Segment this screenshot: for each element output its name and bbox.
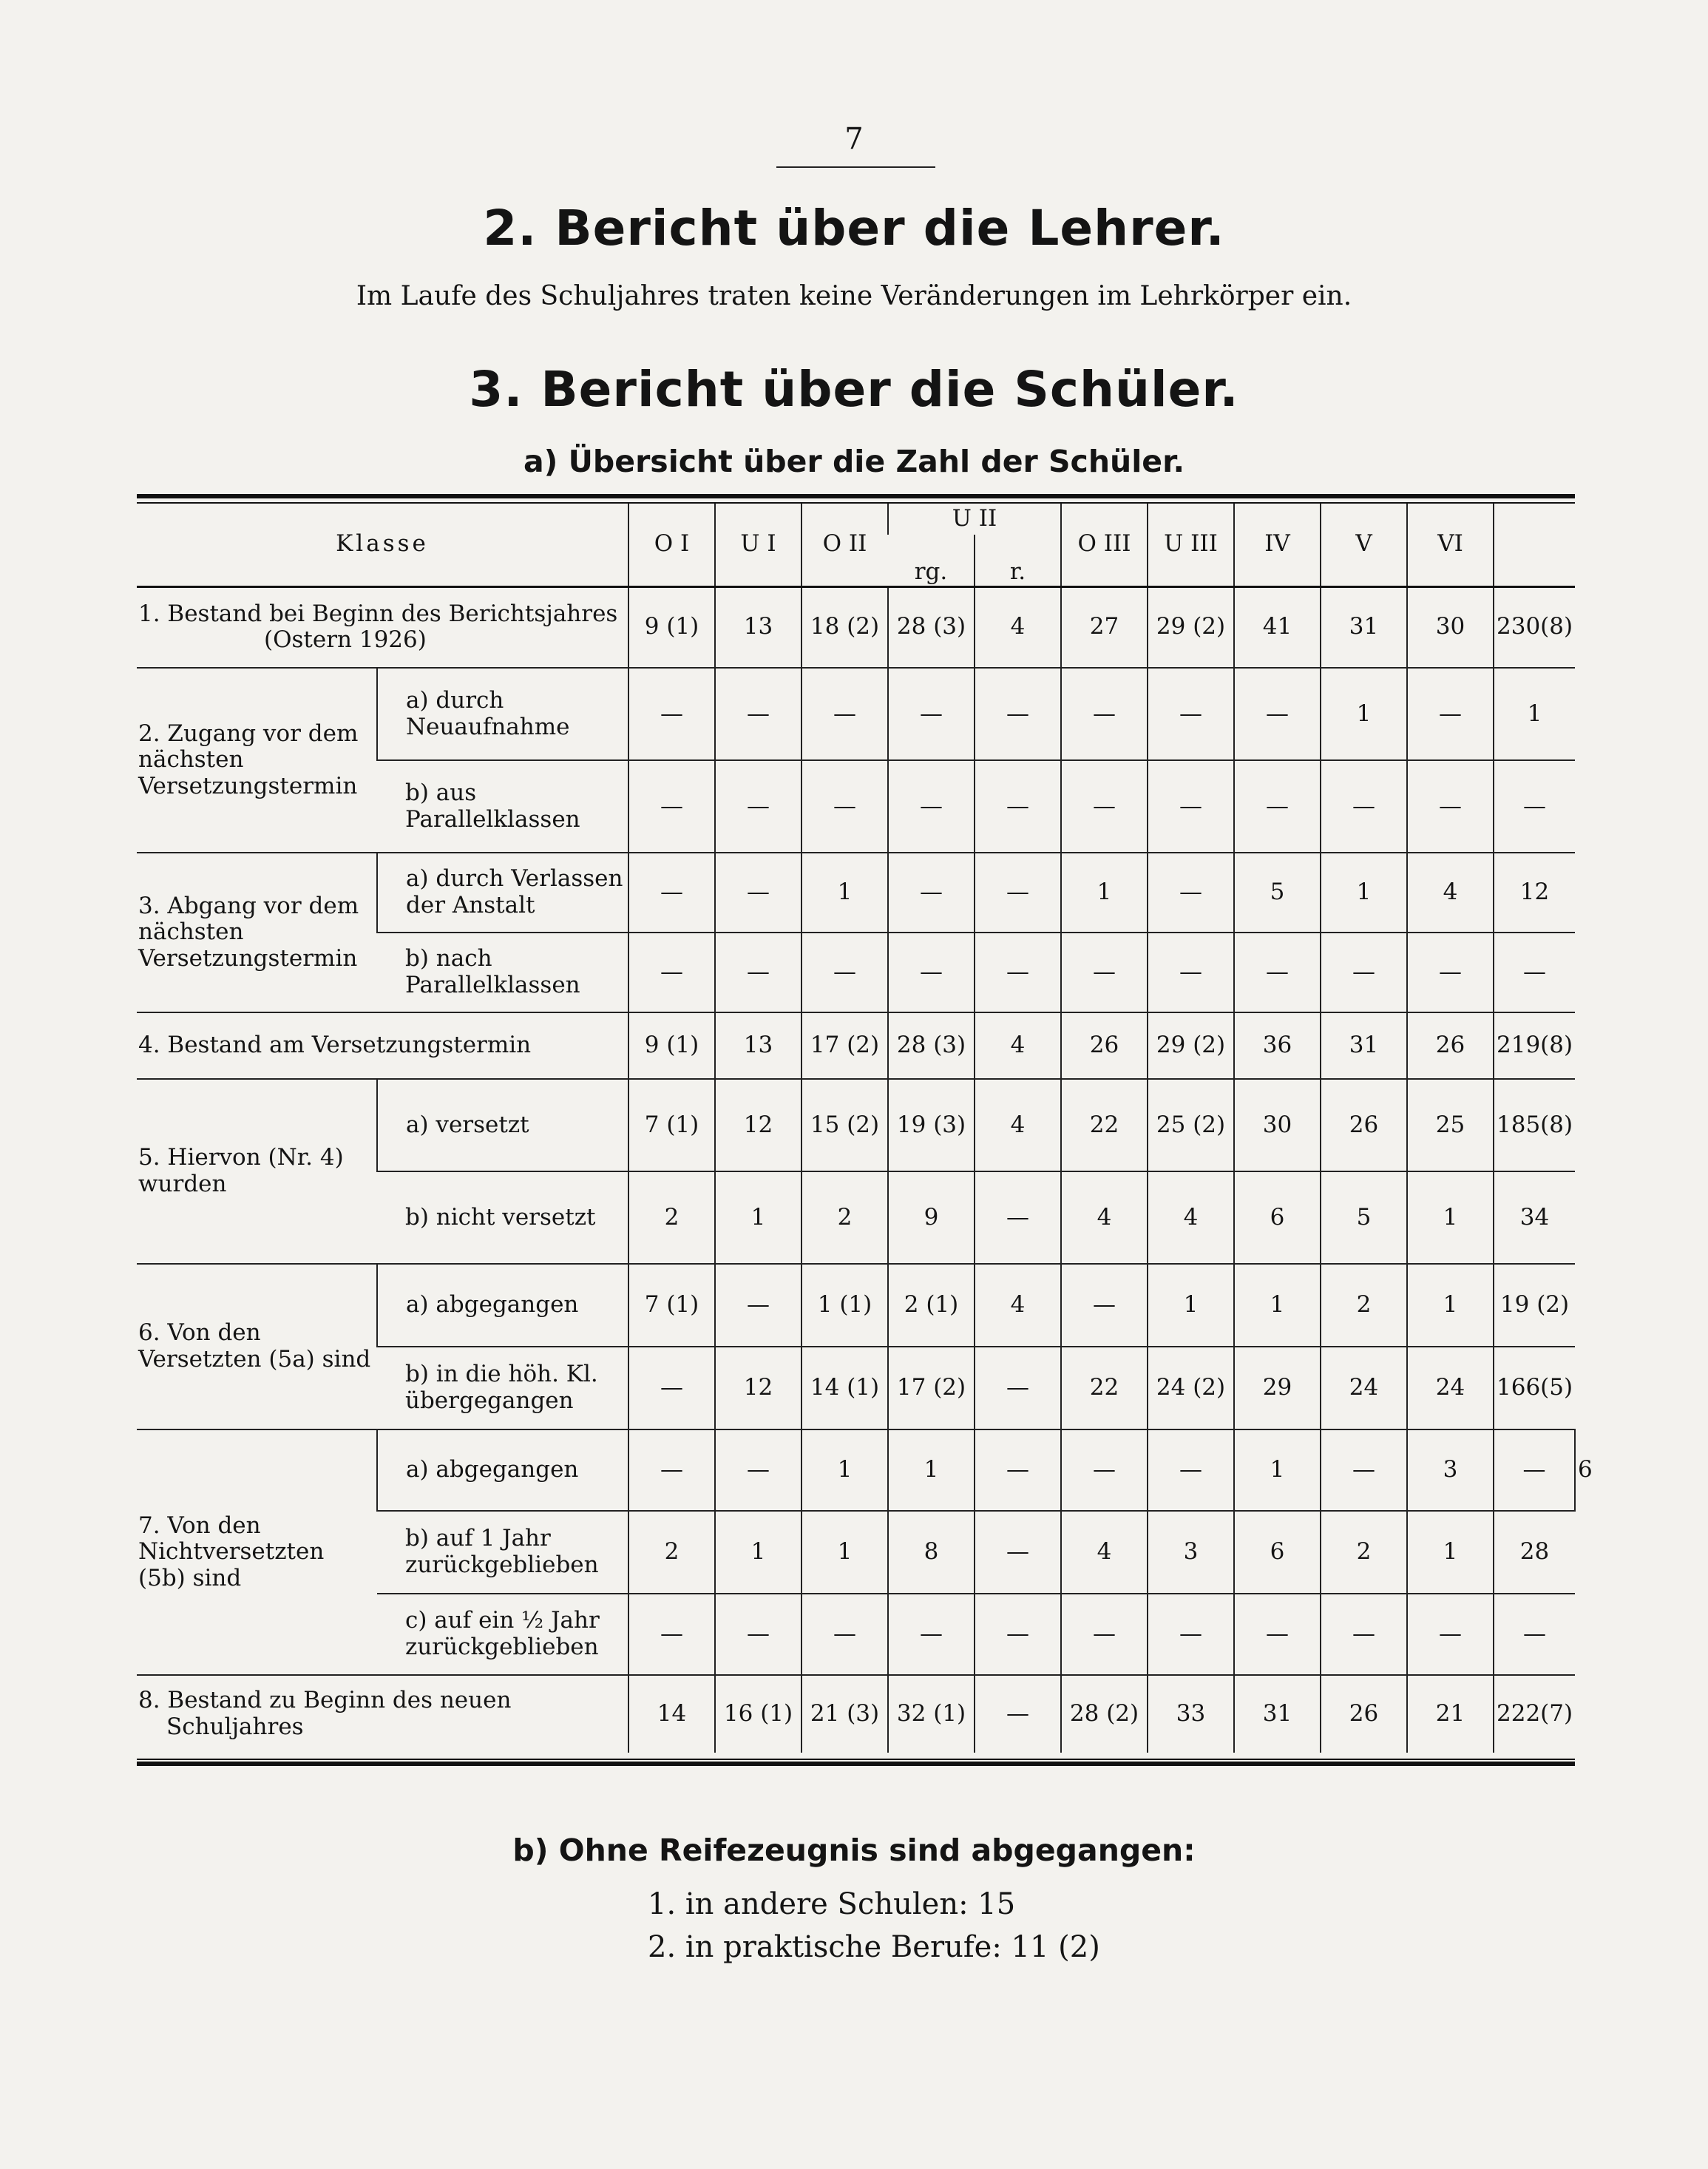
row-group-label: 6. Von den Versetzten (5a) sind bbox=[137, 1264, 377, 1429]
cell-value: 31 bbox=[1321, 1012, 1407, 1079]
table-row: 7. Von den Nichtversetzten (5b) sind a) abgegangen — — 1 1 — — — 1 — 3 — 6 bbox=[137, 1429, 1575, 1511]
row-group-label: 2. Zugang vor dem nächsten Versetzungstermin bbox=[137, 668, 377, 853]
cell-value: 4 bbox=[1061, 1171, 1148, 1264]
cell-value: 28 bbox=[1494, 1511, 1575, 1594]
cell-value: 22 bbox=[1061, 1347, 1148, 1429]
cell-value: 31 bbox=[1234, 1675, 1321, 1753]
cell-value: — bbox=[1407, 668, 1494, 760]
cell-value: 9 (1) bbox=[628, 1012, 715, 1079]
header-col: r. bbox=[975, 535, 1061, 586]
cell-value: 14 bbox=[628, 1675, 715, 1753]
pupils-heading: 3. Bericht über die Schüler. bbox=[469, 361, 1239, 418]
cell-value: 13 bbox=[715, 1012, 802, 1079]
outflow-item: 1. in andere Schulen: 15 bbox=[648, 1887, 1016, 1921]
cell-value: 17 (2) bbox=[888, 1347, 975, 1429]
cell-value: — bbox=[1061, 1594, 1148, 1675]
cell-value: — bbox=[1061, 760, 1148, 853]
cell-value: 1 bbox=[1494, 668, 1575, 760]
teachers-heading: 2. Bericht über die Lehrer. bbox=[483, 200, 1225, 257]
cell-value: — bbox=[975, 668, 1061, 760]
row-sub-label: a) abgegangen bbox=[377, 1264, 628, 1347]
cell-value: 4 bbox=[1407, 853, 1494, 933]
cell-value: — bbox=[1148, 933, 1234, 1012]
cell-value: 2 bbox=[802, 1171, 888, 1264]
cell-value: — bbox=[802, 668, 888, 760]
cell-value: 166(5) bbox=[1494, 1347, 1575, 1429]
row-sub-label: b) auf 1 Jahr zurückgeblieben bbox=[377, 1511, 628, 1594]
row-sub-label: b) nach Parallelklassen bbox=[377, 933, 628, 1012]
cell-value: — bbox=[1234, 933, 1321, 1012]
cell-value: 12 bbox=[715, 1347, 802, 1429]
row-sub-label: a) abgegangen bbox=[377, 1429, 628, 1511]
header-col: IV bbox=[1234, 504, 1321, 586]
cell-value: 230(8) bbox=[1494, 586, 1575, 668]
table-row bbox=[137, 1012, 1575, 1079]
cell-value: — bbox=[1148, 1429, 1234, 1511]
cell-value: 29 (2) bbox=[1148, 586, 1234, 668]
header-col: O II bbox=[802, 504, 888, 586]
cell-value: 7 (1) bbox=[628, 1079, 715, 1171]
cell-value: — bbox=[1407, 933, 1494, 1012]
cell-value: 26 bbox=[1061, 1012, 1148, 1079]
cell-value: — bbox=[975, 1594, 1061, 1675]
cell-value: 2 bbox=[1321, 1264, 1407, 1347]
cell-value: — bbox=[975, 1347, 1061, 1429]
cell-value: — bbox=[975, 933, 1061, 1012]
cell-value: 1 bbox=[1234, 1264, 1321, 1347]
cell-value: 14 (1) bbox=[802, 1347, 888, 1429]
cell-value: 1 bbox=[802, 1429, 888, 1511]
header-col: U II bbox=[888, 504, 1061, 535]
cell-value: 1 bbox=[1407, 1171, 1494, 1264]
cell-value: — bbox=[715, 668, 802, 760]
row-sub-label: b) in die höh. Kl. übergegangen bbox=[377, 1347, 628, 1429]
cell-value: 1 bbox=[1407, 1264, 1494, 1347]
cell-value: — bbox=[1407, 760, 1494, 853]
cell-value: — bbox=[1148, 1594, 1234, 1675]
cell-value: 185(8) bbox=[1494, 1079, 1575, 1171]
cell-value: 2 bbox=[628, 1511, 715, 1594]
cell-value: 2 bbox=[628, 1171, 715, 1264]
cell-value: — bbox=[888, 933, 975, 1012]
cell-value: — bbox=[1061, 668, 1148, 760]
header-col: V bbox=[1321, 504, 1407, 586]
header-col: U III bbox=[1148, 504, 1234, 586]
cell-value: 33 bbox=[1148, 1675, 1234, 1753]
cell-value: 25 bbox=[1407, 1079, 1494, 1171]
cell-value: 32 (1) bbox=[888, 1675, 975, 1753]
row-sub-label: a) versetzt bbox=[377, 1079, 628, 1171]
cell-value: 219(8) bbox=[1494, 1012, 1575, 1079]
row-sub-label: b) aus Parallelklassen bbox=[377, 760, 628, 853]
cell-value: 30 bbox=[1407, 586, 1494, 668]
cell-value: — bbox=[715, 760, 802, 853]
cell-value: 30 bbox=[1234, 1079, 1321, 1171]
cell-value: — bbox=[1061, 1264, 1148, 1347]
cell-value: 24 (2) bbox=[1148, 1347, 1234, 1429]
cell-value: — bbox=[888, 668, 975, 760]
cell-value: — bbox=[1494, 1429, 1575, 1511]
section-b-title: b) Ohne Reifezeugnis sind abgegangen: bbox=[512, 1833, 1196, 1868]
cell-value: 15 (2) bbox=[802, 1079, 888, 1171]
cell-value: — bbox=[715, 1264, 802, 1347]
cell-value: — bbox=[1148, 760, 1234, 853]
row-sub-label: c) auf ein ½ Jahr zurückgeblieben bbox=[377, 1594, 628, 1675]
cell-value: 7 (1) bbox=[628, 1264, 715, 1347]
cell-value: — bbox=[1321, 760, 1407, 853]
cell-value: 1 bbox=[1234, 1429, 1321, 1511]
cell-value: 41 bbox=[1234, 586, 1321, 668]
row-label-line: 1. Bestand bei Beginn des Berichtsjahres bbox=[138, 600, 618, 627]
cell-value: — bbox=[628, 668, 715, 760]
cell-value: — bbox=[975, 760, 1061, 853]
table-row bbox=[137, 586, 1575, 668]
row-label bbox=[137, 586, 628, 668]
table-row bbox=[137, 668, 1575, 760]
cell-value: — bbox=[715, 1594, 802, 1675]
row-sub-label: a) durch Neuaufnahme bbox=[377, 668, 628, 760]
cell-value: — bbox=[628, 760, 715, 853]
cell-value: 1 bbox=[1061, 853, 1148, 933]
table-row bbox=[137, 1079, 1575, 1171]
row-group-label: 5. Hiervon (Nr. 4) wurden bbox=[137, 1079, 377, 1264]
header-col: O I bbox=[628, 504, 715, 586]
cell-value: 2 (1) bbox=[888, 1264, 975, 1347]
cell-value: — bbox=[1494, 760, 1575, 853]
cell-value: 9 bbox=[888, 1171, 975, 1264]
cell-value: 24 bbox=[1321, 1347, 1407, 1429]
cell-value: — bbox=[628, 933, 715, 1012]
row-label-line: (Ostern 1926) bbox=[264, 626, 427, 654]
cell-value: — bbox=[1321, 933, 1407, 1012]
cell-value: 13 bbox=[715, 586, 802, 668]
cell-value: 1 bbox=[1321, 853, 1407, 933]
cell-value: 1 bbox=[802, 1511, 888, 1594]
pupil-table bbox=[137, 504, 1593, 1753]
cell-value: 1 bbox=[1407, 1511, 1494, 1594]
cell-value: 26 bbox=[1321, 1079, 1407, 1171]
cell-value: — bbox=[888, 1594, 975, 1675]
cell-value: 4 bbox=[1061, 1511, 1148, 1594]
cell-value: — bbox=[628, 1429, 715, 1511]
cell-value: — bbox=[1148, 668, 1234, 760]
row-label-line: 4. Bestand am Versetzungstermin bbox=[138, 1032, 532, 1059]
cell-value: — bbox=[1407, 1594, 1494, 1675]
cell-value: 1 bbox=[1321, 668, 1407, 760]
cell-value: 12 bbox=[715, 1079, 802, 1171]
cell-value: 29 (2) bbox=[1148, 1012, 1234, 1079]
cell-value: — bbox=[1234, 760, 1321, 853]
cell-value: — bbox=[975, 1511, 1061, 1594]
page-number-rule bbox=[776, 166, 935, 168]
cell-value: — bbox=[1321, 1594, 1407, 1675]
cell-value: — bbox=[1494, 933, 1575, 1012]
row-sub-label: a) durch Verlassen der Anstalt bbox=[377, 853, 628, 933]
cell-value: — bbox=[975, 1429, 1061, 1511]
cell-value: 26 bbox=[1321, 1675, 1407, 1753]
header-col: U I bbox=[715, 504, 802, 586]
cell-value: 18 (2) bbox=[802, 586, 888, 668]
cell-value: 24 bbox=[1407, 1347, 1494, 1429]
cell-value: — bbox=[1494, 1594, 1575, 1675]
section-a-title: a) Übersicht über die Zahl der Schüler. bbox=[523, 444, 1185, 479]
table-row bbox=[137, 853, 1575, 933]
cell-value: — bbox=[1061, 1429, 1148, 1511]
cell-value: 222(7) bbox=[1494, 1675, 1575, 1753]
cell-value: — bbox=[715, 1429, 802, 1511]
row-group-label: 7. Von den Nichtversetzten (5b) sind bbox=[137, 1429, 377, 1675]
cell-value: 1 bbox=[715, 1511, 802, 1594]
row-group-label: 3. Abgang vor dem nächsten Versetzungstermin bbox=[137, 853, 377, 1012]
cell-value: — bbox=[628, 1594, 715, 1675]
cell-value: 21 bbox=[1407, 1675, 1494, 1753]
cell-value: 3 bbox=[1148, 1511, 1234, 1594]
row-label bbox=[137, 1675, 628, 1753]
cell-value: 12 bbox=[1494, 853, 1575, 933]
cell-value: — bbox=[802, 760, 888, 853]
cell-value: — bbox=[975, 1171, 1061, 1264]
table-bottom-rule-thin bbox=[137, 1759, 1575, 1760]
cell-value: 17 (2) bbox=[802, 1012, 888, 1079]
table-body bbox=[137, 586, 1593, 1753]
row-sub-label: b) nicht versetzt bbox=[377, 1171, 628, 1264]
cell-value: 6 bbox=[1234, 1511, 1321, 1594]
cell-value: 16 (1) bbox=[715, 1675, 802, 1753]
cell-value: 1 bbox=[802, 853, 888, 933]
cell-value: — bbox=[628, 853, 715, 933]
cell-value: — bbox=[1148, 853, 1234, 933]
cell-value: — bbox=[802, 1594, 888, 1675]
cell-value: 31 bbox=[1321, 586, 1407, 668]
header-col bbox=[1494, 504, 1575, 586]
cell-value: 6 bbox=[1234, 1171, 1321, 1264]
cell-value: 1 bbox=[1148, 1264, 1234, 1347]
cell-value: 9 (1) bbox=[628, 586, 715, 668]
cell-value: 28 (3) bbox=[888, 586, 975, 668]
cell-value: 21 (3) bbox=[802, 1675, 888, 1753]
page-number: 7 bbox=[844, 122, 864, 156]
row-label-line: 8. Bestand zu Beginn des neuen bbox=[138, 1687, 512, 1714]
cell-value: — bbox=[975, 853, 1061, 933]
table-row bbox=[137, 1675, 1575, 1753]
cell-value: 22 bbox=[1061, 1079, 1148, 1171]
cell-value: 8 bbox=[888, 1511, 975, 1594]
cell-value: 34 bbox=[1494, 1171, 1575, 1264]
cell-value: 4 bbox=[1148, 1171, 1234, 1264]
cell-value: 1 bbox=[888, 1429, 975, 1511]
cell-value: — bbox=[715, 933, 802, 1012]
cell-value: 29 bbox=[1234, 1347, 1321, 1429]
cell-value: 26 bbox=[1407, 1012, 1494, 1079]
cell-value: 5 bbox=[1234, 853, 1321, 933]
cell-value: 28 (2) bbox=[1061, 1675, 1148, 1753]
cell-value: 19 (2) bbox=[1494, 1264, 1575, 1347]
cell-value: — bbox=[1321, 1429, 1407, 1511]
header-col: VI bbox=[1407, 504, 1494, 586]
cell-value: — bbox=[1061, 933, 1148, 1012]
cell-value: 5 bbox=[1321, 1171, 1407, 1264]
cell-value: — bbox=[975, 1675, 1061, 1753]
cell-value: 25 (2) bbox=[1148, 1079, 1234, 1171]
cell-value: 2 bbox=[1321, 1511, 1407, 1594]
header-klasse: Klasse bbox=[137, 504, 628, 586]
cell-value: 27 bbox=[1061, 586, 1148, 668]
pupil-count-table bbox=[137, 494, 1593, 1766]
cell-value: — bbox=[628, 1347, 715, 1429]
cell-value: — bbox=[1234, 668, 1321, 760]
cell-value: 1 (1) bbox=[802, 1264, 888, 1347]
row-label-line: Schuljahres bbox=[166, 1713, 304, 1740]
cell-value: 28 (3) bbox=[888, 1012, 975, 1079]
cell-value: — bbox=[715, 853, 802, 933]
table-top-rule bbox=[137, 494, 1575, 498]
cell-value: 4 bbox=[975, 586, 1061, 668]
cell-value: 1 bbox=[715, 1171, 802, 1264]
cell-value: — bbox=[1234, 1594, 1321, 1675]
table-row bbox=[137, 1264, 1575, 1347]
teachers-text: Im Laufe des Schuljahres traten keine Veränderungen im Lehrkörper ein. bbox=[356, 281, 1352, 311]
cell-value: — bbox=[888, 853, 975, 933]
cell-value: 4 bbox=[975, 1264, 1061, 1347]
cell-value: 19 (3) bbox=[888, 1079, 975, 1171]
outflow-item: 2. in praktische Berufe: 11 (2) bbox=[648, 1930, 1100, 1964]
cell-value: 4 bbox=[975, 1079, 1061, 1171]
cell-value: 3 bbox=[1407, 1429, 1494, 1511]
table-bottom-rule bbox=[137, 1762, 1575, 1766]
cell-value: — bbox=[802, 933, 888, 1012]
header-col: rg. bbox=[888, 535, 975, 586]
row-label bbox=[137, 1012, 628, 1079]
cell-value: — bbox=[888, 760, 975, 853]
cell-value: 36 bbox=[1234, 1012, 1321, 1079]
header-col: O III bbox=[1061, 504, 1148, 586]
cell-value: 4 bbox=[975, 1012, 1061, 1079]
